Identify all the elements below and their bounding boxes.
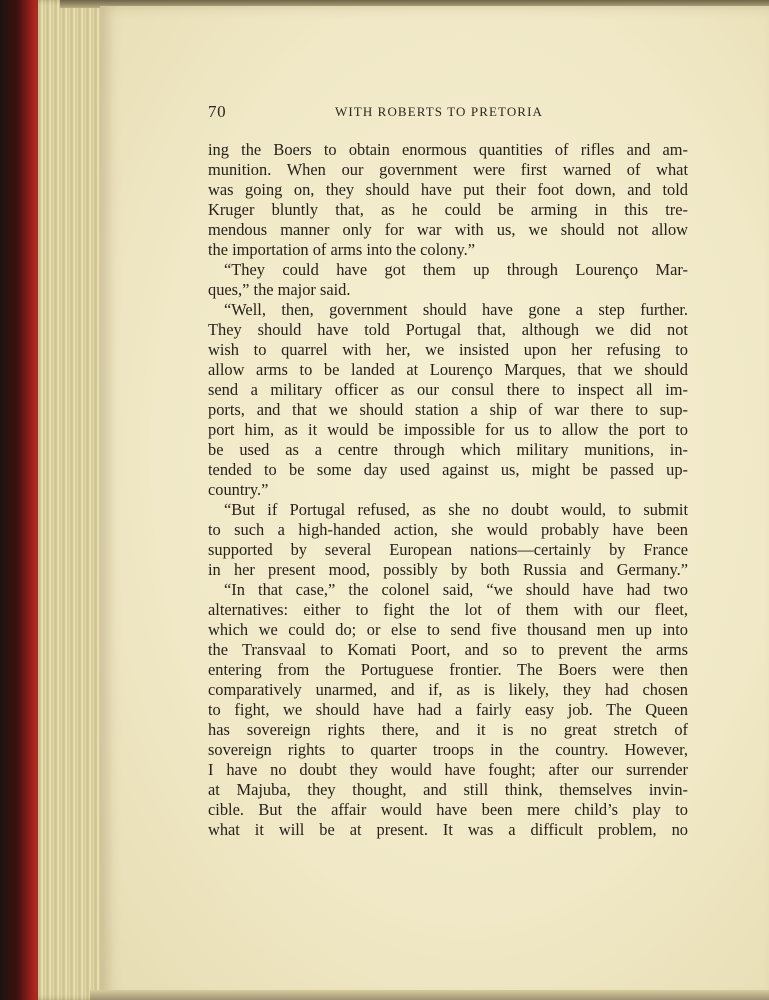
text-line: allow arms to be landed at Lourenço Marques, that we should — [208, 360, 688, 379]
text-line: to such a high-handed action, she would probably have been — [208, 520, 688, 539]
page-bottom-edge — [90, 990, 769, 1000]
page-number: 70 — [208, 102, 227, 121]
text-line: port him, as it would be impossible for us to allow the port to — [208, 420, 688, 439]
text-line: “But if Portugal refused, as she no doubt would, to submit — [224, 500, 688, 519]
page-edges — [38, 0, 108, 1000]
text-line: supported by several European nations—certainly by France — [208, 540, 688, 559]
text-line: in her present mood, possibly by both Russia and Germany.” — [208, 560, 688, 579]
text-line: ques,” the major said. — [208, 280, 351, 299]
text-line: cible. But the affair would have been mere child’s play to — [208, 800, 688, 819]
running-title: WITH ROBERTS TO PRETORIA — [335, 104, 543, 119]
text-line: be used as a centre through which military munitions, in- — [208, 440, 688, 459]
text-line: ing the Boers to obtain enormous quantities of rifles and am- — [208, 140, 688, 159]
text-line: the Transvaal to Komati Poort, and so to prevent the arms — [208, 640, 688, 659]
text-line: munition. When our government were first warned of what — [208, 160, 688, 179]
text-line: Kruger bluntly that, as he could be arming in this tre- — [208, 200, 688, 219]
text-line: “In that case,” the colonel said, “we should have had two — [224, 580, 688, 599]
text-line: to fight, we should have had a fairly easy job. The Queen — [208, 700, 688, 719]
text-line: entering from the Portuguese frontier. The Boers were then — [208, 660, 688, 679]
text-line: was going on, they should have put their foot down, and told — [208, 180, 688, 199]
text-line: tended to be some day used against us, might be passed up- — [208, 460, 688, 479]
text-line: has sovereign rights there, and it is no great stretch of — [208, 720, 688, 739]
text-line: comparatively unarmed, and if, as is likely, they had chosen — [208, 680, 688, 699]
text-line: which we could do; or else to send five thousand men up into — [208, 620, 688, 639]
text-line: They should have told Portugal that, although we did not — [208, 320, 688, 339]
text-line: what it will be at present. It was a difficult problem, no — [208, 820, 688, 839]
text-line: mendous manner only for war with us, we should not allow — [208, 220, 688, 239]
text-line: “They could have got them up through Lourenço Mar- — [224, 260, 688, 279]
text-line: send a military officer as our consul there to inspect all im- — [208, 380, 688, 399]
text-line: at Majuba, they thought, and still think, themselves invin- — [208, 780, 688, 799]
text-line: ports, and that we should station a ship of war there to sup- — [208, 400, 688, 419]
text-line: the importation of arms into the colony.” — [208, 240, 476, 259]
text-line: I have no doubt they would have fought; after our surrender — [208, 760, 688, 779]
text-line: alternatives: either to fight the lot of them with our fleet, — [208, 600, 688, 619]
text-line: wish to quarrel with her, we insisted upon her refusing to — [208, 340, 688, 359]
text-line: sovereign rights to quarter troops in the country. However, — [208, 740, 688, 759]
text-line: “Well, then, government should have gone a step further. — [224, 300, 688, 319]
text-line: country.” — [208, 480, 269, 499]
body-text — [208, 140, 688, 840]
